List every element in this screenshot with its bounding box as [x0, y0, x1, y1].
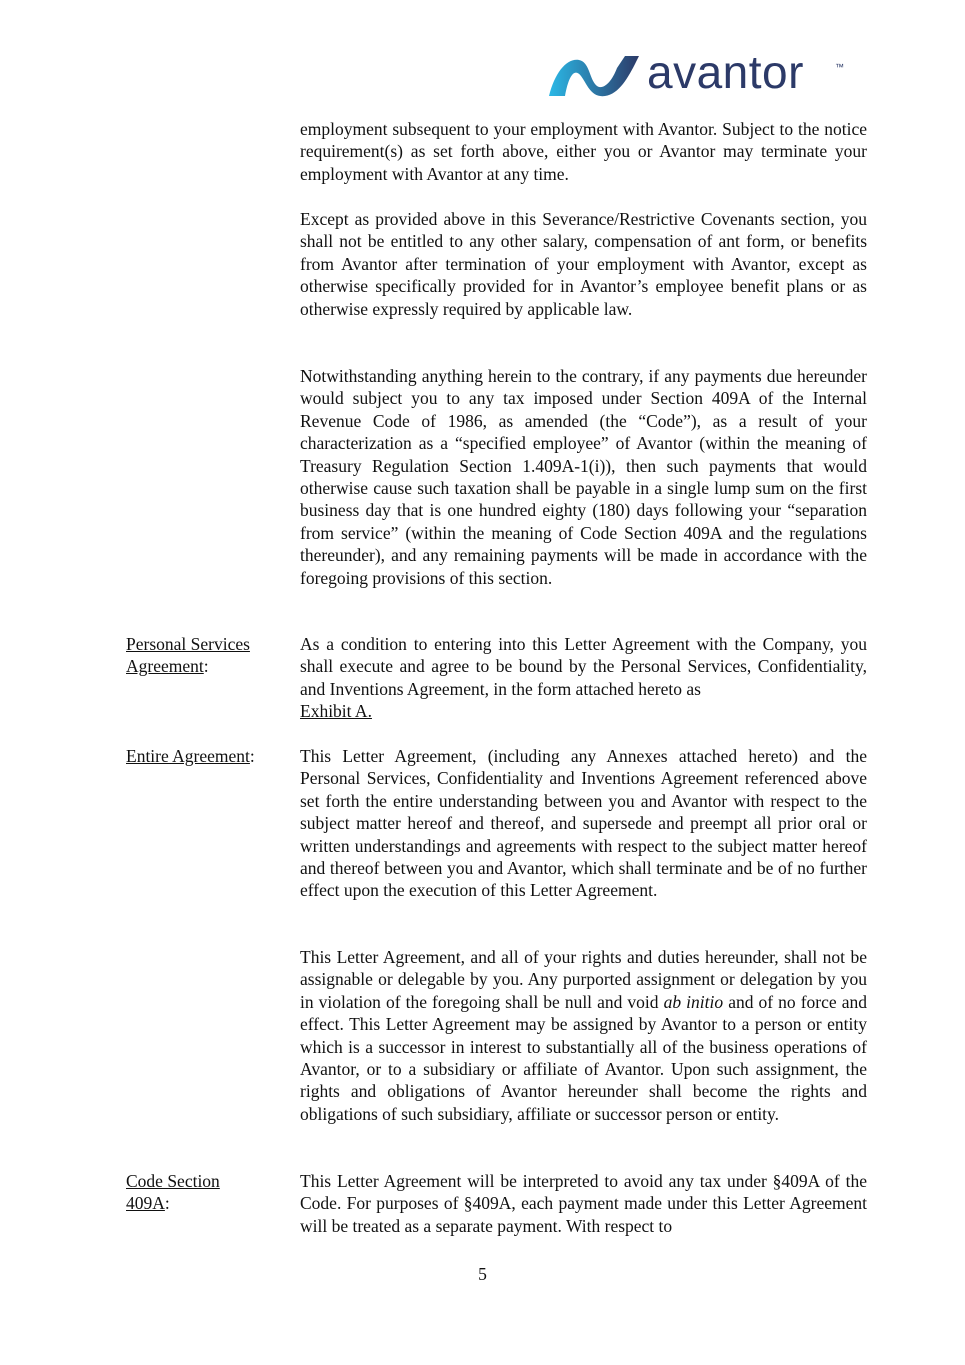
label-entire-agreement: Entire Agreement: [126, 746, 255, 766]
section-entire-agreement: This Letter Agreement, (including any Annexes attached hereto) and the Personal Services, Confidentiality and Inventions Agreement referenced above set forth the entire understanding between you and Avantor with respect to the subject matter hereof and thereof, and supersede and preempt all prior oral or written understandings and agreements with respect to the subject matter hereof and thereof between you and Avantor, which shall terminate and be of no further effect upon the execution of this Letter Agreement. [300, 746, 867, 901]
label-personal-services-agreement: Personal Services Agreement: [126, 634, 250, 677]
paragraph-assignment: This Letter Agreement, and all of your rights and duties hereunder, shall not be assignable or delegable by you. Any purported assignment or delegation by you in violation of the foregoing shall be null and void ab initio and of no force and effect. This Letter Agreement may be assigned by Avantor to a person or entity which is a successor in interest to substantially all of the business operations of Avantor, or to a subsidiary or affiliate of Avantor. Upon such assignment, the rights and obligations of Avantor hereunder shall become the rights and obligations of such subsidiary, affiliate or successor person or entity. [300, 947, 867, 1124]
section-code-section-409a: This Letter Agreement will be interpreted to avoid any tax under §409A of the Code. For purposes of §409A, each payment made under this Letter Agreement will be treated as a separate payment. With respect to [300, 1171, 867, 1236]
paragraph-employment-continued: employment subsequent to your employment with Avantor. Subject to the notice requirement(s) as set forth above, either you or Avantor may terminate your employment with Avantor at any time. [300, 119, 867, 184]
avantor-wordmark: avantor [647, 46, 804, 98]
paragraph-notwithstanding: Notwithstanding anything herein to the contrary, if any payments due hereunder would subject you to any tax imposed under Section 409A of the Internal Revenue Code of 1986, as amended (the “Code”), as a result of your characterization as a “specified employee” of Avantor (within the meaning of Treasury Regulation Section 1.409A-1(i)), then such payments that would otherwise cause such taxation shall be payable in a single lump sum on the first business day that is one hundred eighty (180) days following your “separation from service” (within the meaning of Code Section 409A and the regulations thereunder), and any remaining payments will be made in accordance with the foregoing provisions of this section. [300, 366, 867, 588]
avantor-logo [545, 46, 850, 102]
paragraph-except-as-provided: Except as provided above in this Severance/Restrictive Covenants section, you shall not be entitled to any other salary, compensation of ant form, or benefits from Avantor after termination of your employment with Avantor, except as otherwise specifically provided for in Avantor’s employee benefit plans or as otherwise expressly required by applicable law. [300, 209, 867, 319]
label-code-section-409a: Code Section 409A: [126, 1171, 220, 1214]
avantor-logo-mark-icon [545, 54, 643, 98]
trademark-symbol: ™ [835, 62, 844, 72]
exhibit-a-reference: Exhibit A. [300, 701, 372, 722]
section-personal-services-agreement: As a condition to entering into this Letter Agreement with the Company, you shall execute and agree to be bound by the Personal Services, Confidentiality, and Inventions Agreement, in the form attached hereto as Exhibit A. [300, 634, 867, 722]
page-number: 5 [478, 1264, 487, 1284]
